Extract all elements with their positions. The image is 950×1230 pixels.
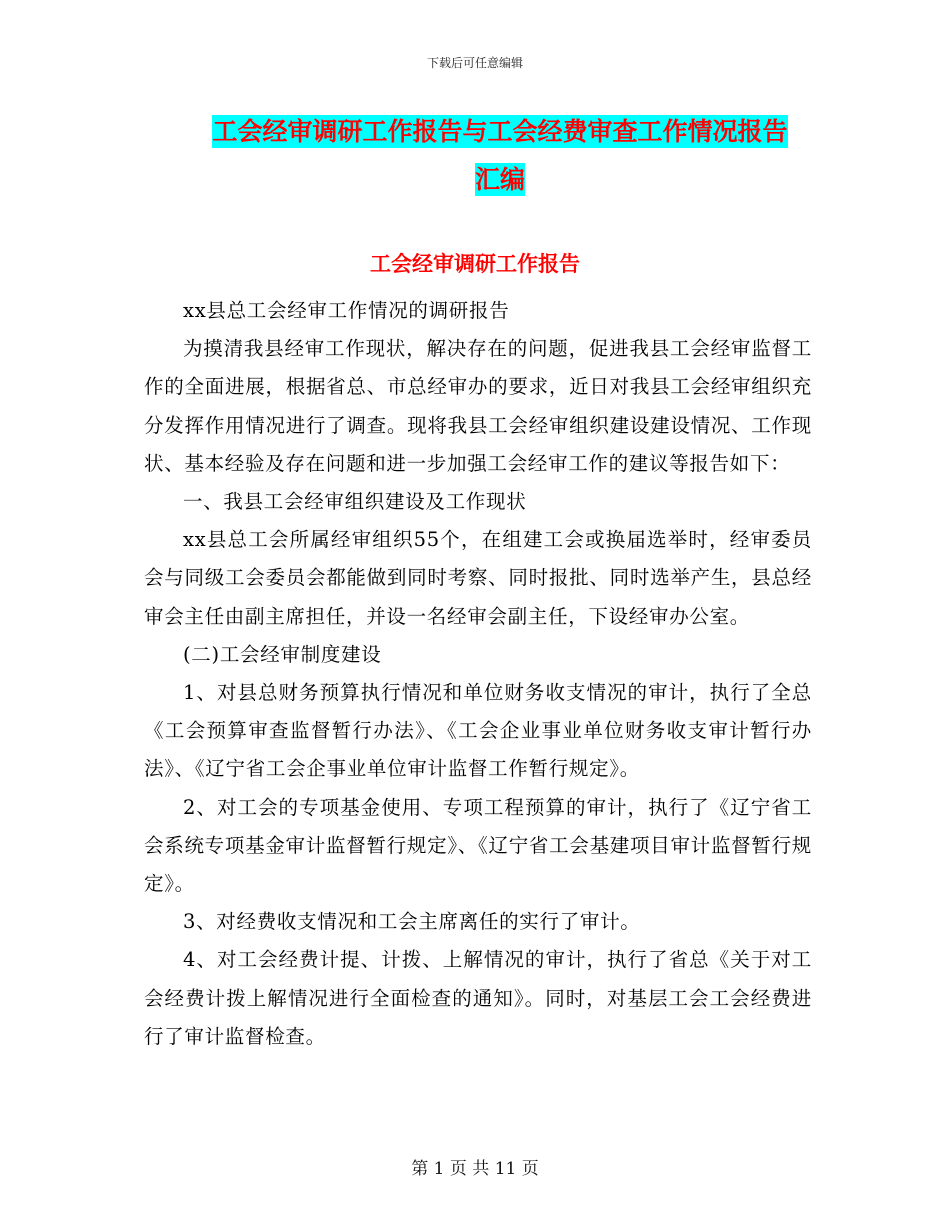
paragraph: 为摸清我县经审工作现状，解决存在的问题，促进我县工会经审监督工作的全面进展，根据省总、市总经审办的要求，近日对我县工会经审组织充分发挥作用情况进行了调查。现将我县工会经审组织建设建设情况、工作现状、基本经验及存在问题和进一步加强工会经审工作的建议等报告如下：	[144, 337, 812, 475]
paragraph: xx县总工会经审工作情况的调研报告	[183, 299, 510, 322]
paragraph: 1、对县总财务预算执行情况和单位财务收支情况的审计，执行了全总《工会预算审查监督暂行办法》、《工会企业事业单位财务收支审计暂行办法》、《辽宁省工会企事业单位审计监督工作暂行规定》。	[144, 681, 812, 781]
paragraph: 2、对工会的专项基金使用、专项工程预算的审计，执行了《辽宁省工会系统专项基金审计监督暂行规定》、《辽宁省工会基建项目审计监督暂行规定》。	[144, 795, 812, 896]
section-title: 工会经审调研工作报告	[370, 252, 580, 276]
document-title	[180, 108, 820, 204]
paragraph: (二)工会经审制度建设	[183, 642, 382, 666]
document-title-line-1: 工会经审调研工作报告与工会经费审查工作情况报告	[212, 117, 788, 146]
body-text	[144, 292, 812, 1056]
paragraph: 一、我县工会经审组织建设及工作现状	[183, 490, 527, 514]
paragraph: xx县总工会所属经审组织55个，在组建工会或换届选举时，经审委员会与同级工会委员会都能做到同时考察、同时报批、同时选举产生，县总经审会主任由副主席担任，并设一名经审会副主任，下设经审办公室。	[144, 528, 812, 628]
paragraph: 4、对工会经费计提、计拨、上解情况的审计，执行了省总《关于对工会经费计拨上解情况进行全面检查的通知》。同时，对基层工会工会经费进行了审计监督检查。	[144, 948, 812, 1048]
header-note: 下载后可任意编辑	[426, 56, 523, 70]
page-number: 第 1 页 共 11 页	[411, 1159, 539, 1179]
document-title-line-2: 汇编	[474, 165, 525, 194]
paragraph: 3、对经费收支情况和工会主席离任的实行了审计。	[183, 910, 641, 934]
